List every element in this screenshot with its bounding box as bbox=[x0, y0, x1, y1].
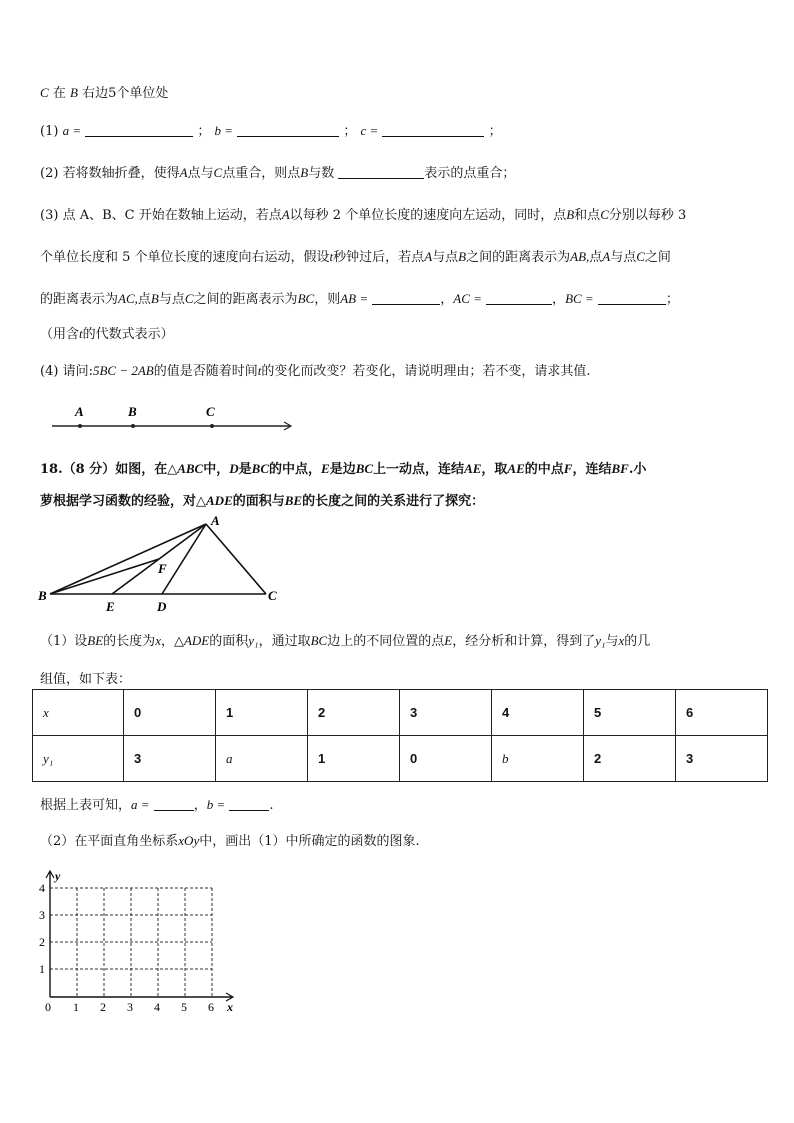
q17-part2: (2) 若将数轴折叠，使得A点与C点重合，则点B与数 表示的点重合； bbox=[40, 165, 516, 181]
y-axis-label: y bbox=[55, 869, 61, 883]
table-cell: 0 bbox=[400, 736, 492, 782]
q17-continuation-line: C 在 B 右边5个单位处 bbox=[40, 85, 169, 101]
q18-line1: 18.（8 分）如图，在△ABC中，D是BC的中点，E是边BC上一动点，连结AE，取AE的中点F，连结BF.小 bbox=[40, 461, 647, 477]
q17-part3-line1: (3) 点 A、B、C 开始在数轴上运动，若点A以每秒 2 个单位长度的速度向左运动，同时，点B和点C分别以每秒 3 bbox=[40, 207, 687, 223]
table-head-x: x bbox=[33, 690, 124, 736]
q18-part1-line1: （1）设BE的长度为x，△ADE的面积y₁，通过取BC边上的不同位置的点E，经分析和计算，得到了y₁与x的几 bbox=[40, 633, 651, 649]
q17-part3-line2: 个单位长度和 5 个单位长度的速度向右运动，假设t秒钟过后，若点A与点B之间的距离表示为AB,点A与点C之间 bbox=[40, 249, 671, 265]
q18-part1-line2: 组值，如下表： bbox=[40, 672, 132, 687]
label-a: A bbox=[75, 404, 84, 419]
table-cell: 2 bbox=[308, 690, 400, 736]
y-tick-label: 2 bbox=[39, 935, 45, 949]
q17-part1: (1) a = ； b = ； c = ； bbox=[40, 123, 502, 139]
vertex-a-label: A bbox=[211, 513, 220, 528]
q17-part3-line4: （用含t的代数式表示） bbox=[40, 326, 174, 342]
label-b: B bbox=[128, 404, 137, 419]
point-e-label: E bbox=[106, 599, 115, 614]
x-axis-label: x bbox=[227, 1000, 233, 1014]
vertex-b-label: B bbox=[38, 588, 47, 603]
q18-table-after: 根据上表可知，a = ，b = . bbox=[40, 797, 274, 813]
x-tick-label: 5 bbox=[181, 1000, 187, 1014]
table-cell: 1 bbox=[308, 736, 400, 782]
table-cell: 0 bbox=[124, 690, 216, 736]
q17-part4: (4) 请问:5BC − 2AB的值是否随着时间t的变化而改变？若变化，请说明理由；若不变，请求其值. bbox=[40, 363, 591, 379]
table-cell: 6 bbox=[676, 690, 768, 736]
table-cell-unknown-b: b bbox=[492, 736, 584, 782]
x-tick-label: 6 bbox=[208, 1000, 214, 1014]
table-cell: 3 bbox=[124, 736, 216, 782]
x-tick-label: 4 bbox=[154, 1000, 160, 1014]
table-head-y1: y₁ bbox=[33, 736, 124, 782]
table-cell: 5 bbox=[584, 690, 676, 736]
q18-part2: （2）在平面直角坐标系xOy中，画出（1）中所确定的函数的图象. bbox=[40, 833, 420, 849]
y-tick-label: 4 bbox=[39, 881, 45, 895]
table-cell: 4 bbox=[492, 690, 584, 736]
table-cell: 3 bbox=[676, 736, 768, 782]
table-cell: 3 bbox=[400, 690, 492, 736]
origin-label: 0 bbox=[45, 1000, 51, 1014]
x-tick-label: 1 bbox=[73, 1000, 79, 1014]
x-tick-label: 2 bbox=[100, 1000, 106, 1014]
vertex-c-label: C bbox=[268, 588, 277, 603]
point-f-label: F bbox=[158, 561, 167, 576]
table-cell-unknown-a: a bbox=[216, 736, 308, 782]
q18-line2: 萝根据学习函数的经验，对△ADE的面积与BE的长度之间的关系进行了探究： bbox=[40, 493, 485, 509]
point-d-label: D bbox=[157, 599, 167, 614]
x-tick-label: 3 bbox=[127, 1000, 133, 1014]
y-tick-label: 3 bbox=[39, 908, 45, 922]
table-cell: 2 bbox=[584, 736, 676, 782]
label-c: C bbox=[206, 404, 215, 419]
table-cell: 1 bbox=[216, 690, 308, 736]
q17-part3-line3: 的距离表示为AC,点B与点C之间的距离表示为BC，则AB = ，AC = ，BC = ； bbox=[40, 291, 679, 307]
y-tick-label: 1 bbox=[39, 962, 45, 976]
